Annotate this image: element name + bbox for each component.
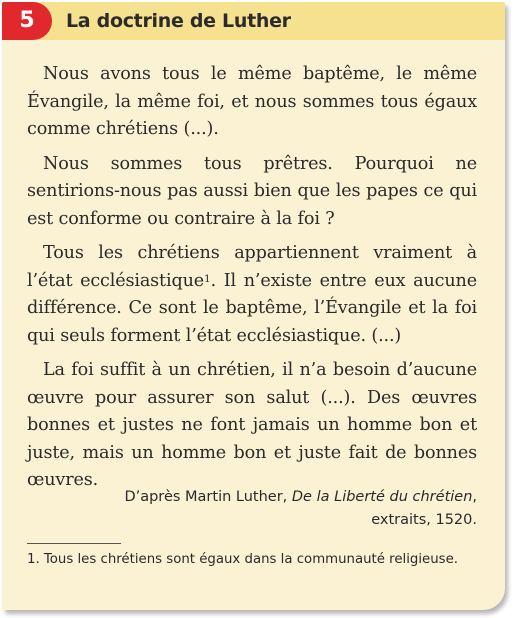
paragraph-3 <box>27 240 477 350</box>
document-number-badge: 5 <box>2 2 52 40</box>
footnote-divider <box>27 543 121 544</box>
footnote: 1. Tous les chrétiens sont égaux dans la communauté religieuse. <box>27 552 458 567</box>
paragraph-3-text-end: . Il n’existe entre eux aucune différence. Ce sont le baptême, l’Évangile et la foi qui seuls forment l’état ecclésiastique. (...) <box>27 270 477 346</box>
document-card <box>2 2 505 610</box>
paragraph-2: Nous sommes tous prêtres. Pourquoi ne sentirions-nous pas aussi bien que les papes ce qui est conforme ou contraire à la foi ? <box>27 153 477 229</box>
paragraph-3-text-start: Tous les chrétiens appartiennent vraiment à l’état ecclésiastique <box>27 243 477 291</box>
source-suffix: , <box>472 489 477 505</box>
paragraph-1: Nous avons tous le même baptême, le même Évangile, la même foi, et nous sommes tous égaux comme chrétiens (...). <box>27 64 477 139</box>
paragraph-4: La foi suffit à un chrétien, il n’a besoin d’aucune œuvre pour assurer son salut (...). Des œuvres bonnes et justes ne font jamais un homme bon et juste, mais un homme bon et juste fait de bonnes œuvres. <box>27 360 477 490</box>
source-prefix: D’après Martin Luther, <box>124 489 292 505</box>
document-body <box>27 61 477 502</box>
source-details: extraits, 1520. <box>371 512 477 528</box>
source-work-title: De la Liberté du chrétien <box>291 489 473 505</box>
document-header <box>2 2 505 40</box>
document-title: La doctrine de Luther <box>66 10 291 32</box>
source-citation <box>27 486 477 532</box>
footnote-reference: 1 <box>204 272 211 285</box>
